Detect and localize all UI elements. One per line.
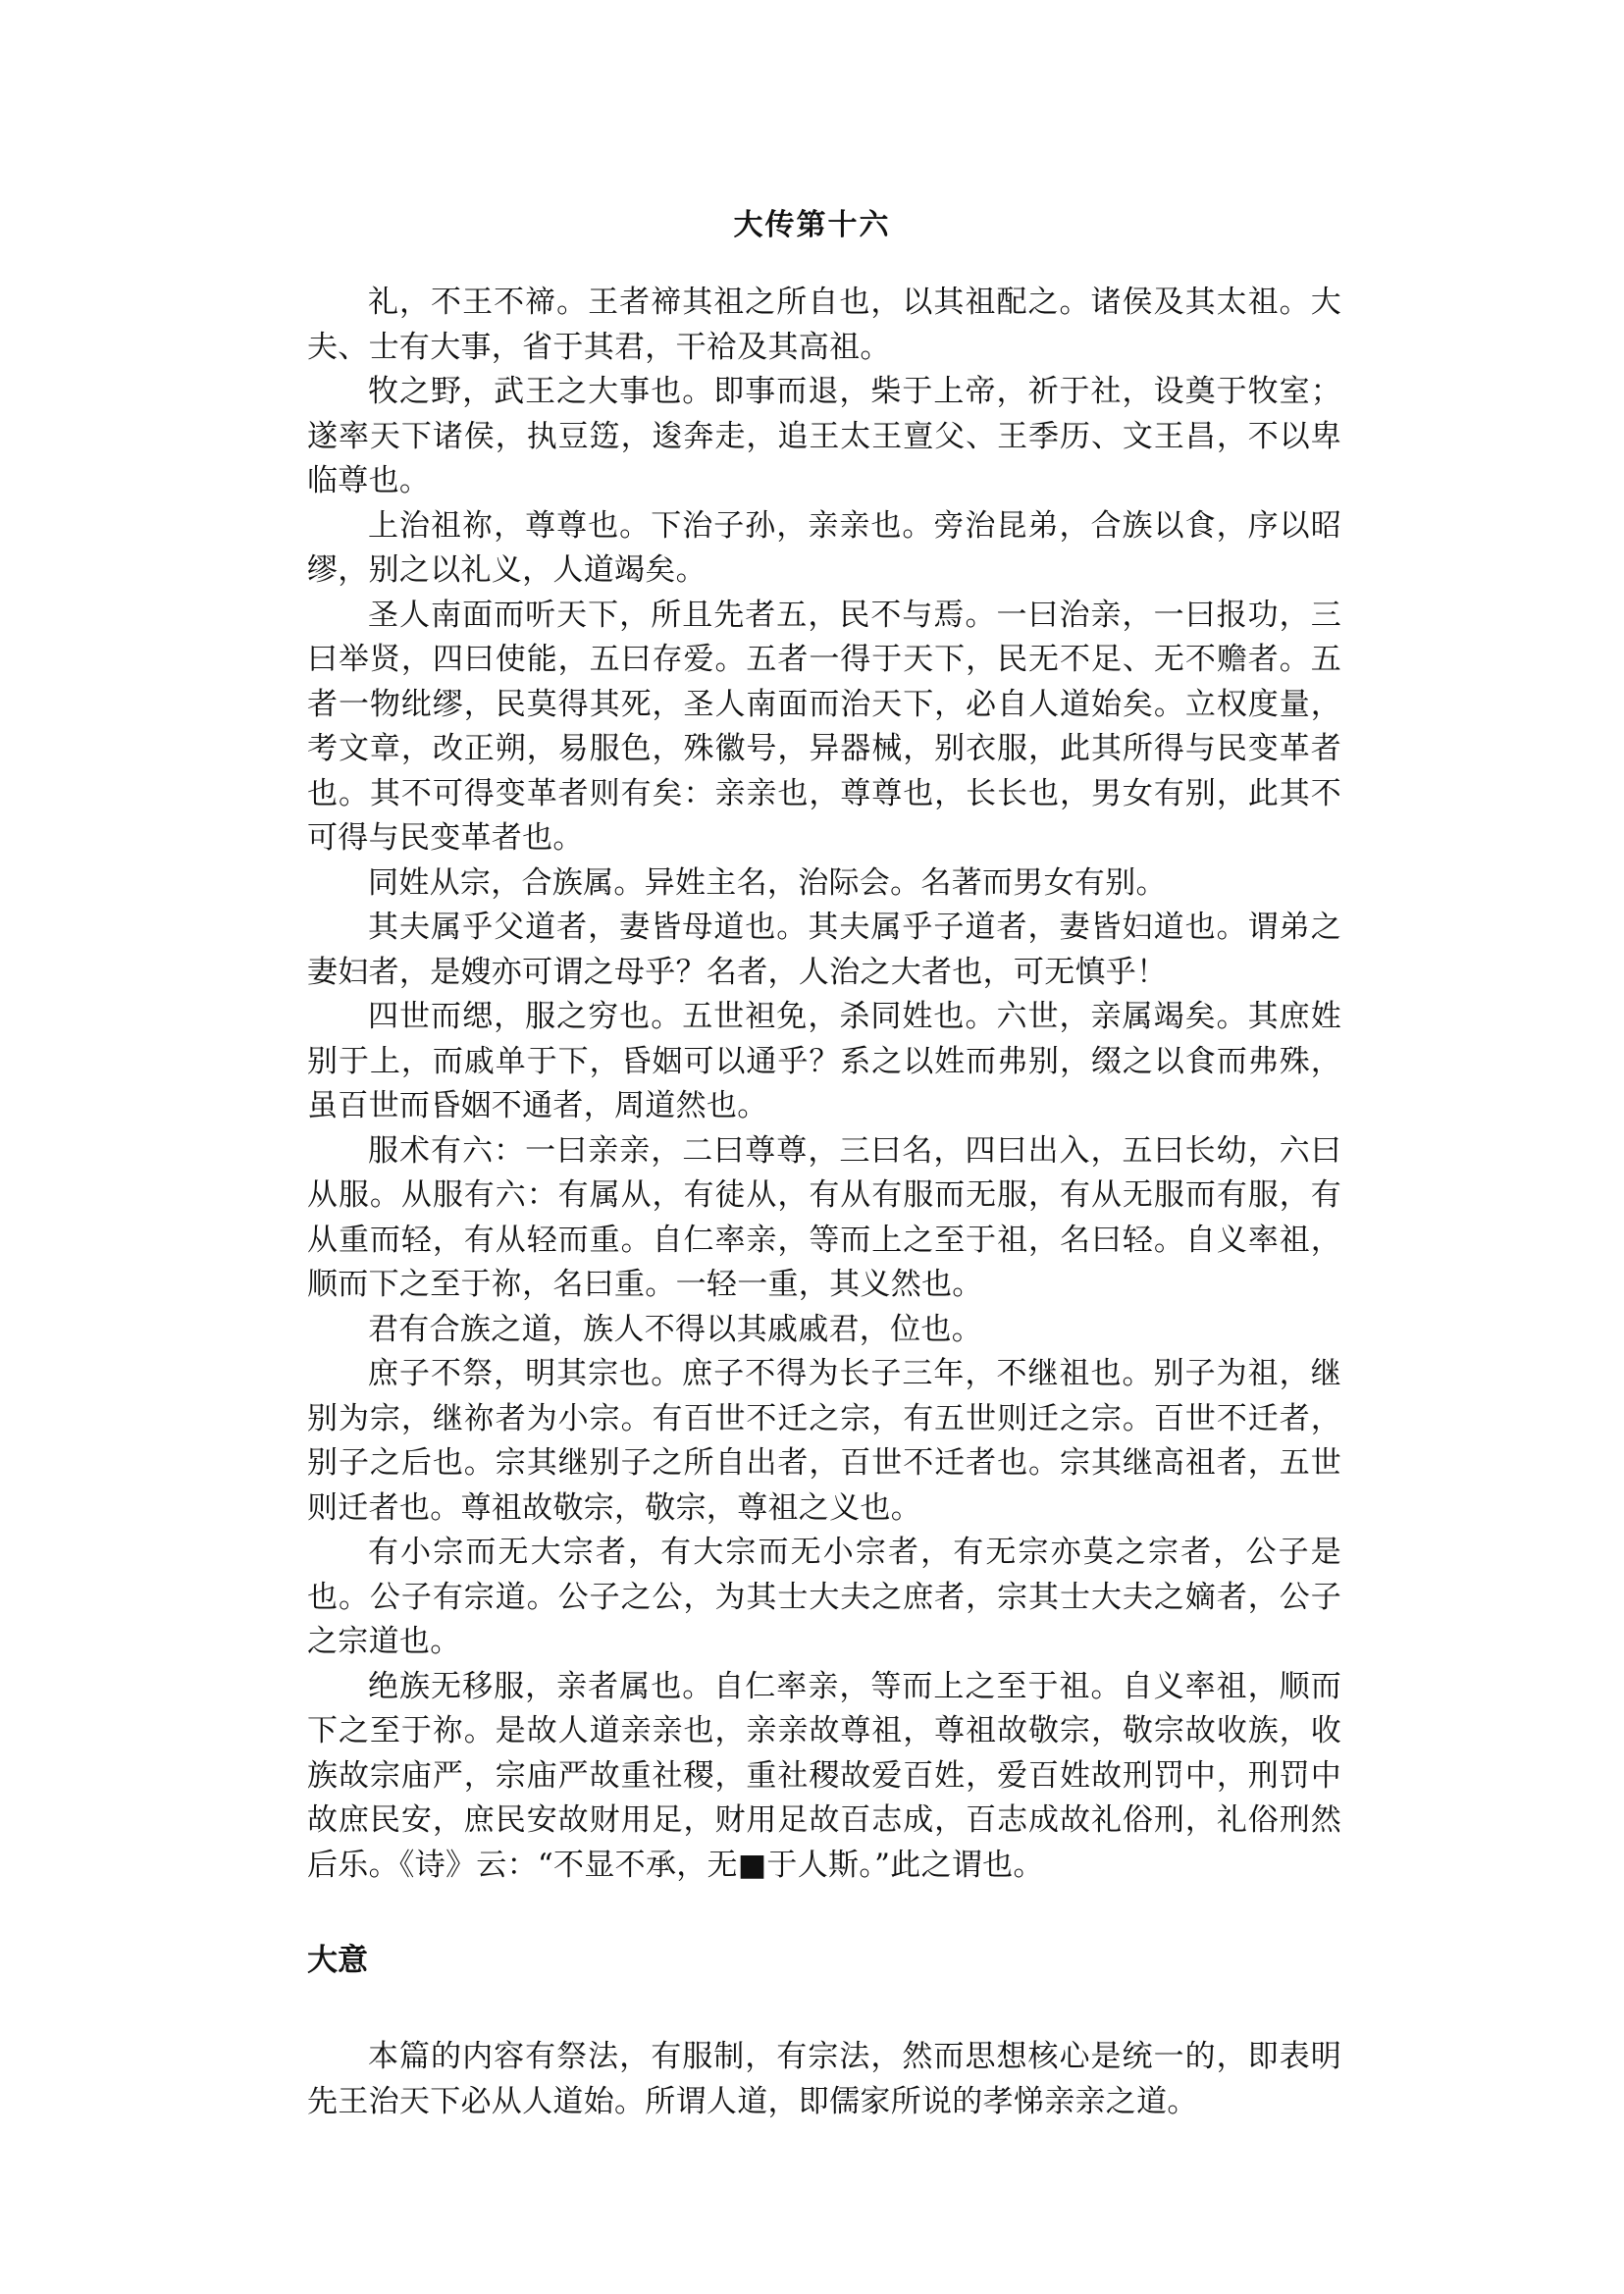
paragraph: 上治祖祢，尊尊也。下治子孙，亲亲也。旁治昆弟，合族以食，序以昭缪，别之以礼义，人道竭矣。 <box>307 507 1341 588</box>
paragraph: 四世而缌，服之穷也。五世袒免，杀同姓也。六世，亲属竭矣。其庶姓别于上，而戚单于下，昏姻可以通乎？系之以姓而弗别，缀之以食而弗殊，虽百世而昏姻不通者，周道然也。 <box>307 999 1341 1123</box>
main-text <box>307 281 1341 1888</box>
paragraph: 礼，不王不禘。王者禘其祖之所自也，以其祖配之。诸侯及其太祖。大夫、士有大事，省于其君，干祫及其高祖。 <box>307 285 1341 365</box>
paragraph: 有小宗而无大宗者，有大宗而无小宗者，有无宗亦莫之宗者，公子是也。公子有宗道。公子之公，为其士大夫之庶者，宗其士大夫之嫡者，公子之宗道也。 <box>307 1535 1341 1659</box>
document-title: 大传第十六 <box>733 208 891 242</box>
paragraph: 其夫属乎父道者，妻皆母道也。其夫属乎子道者，妻皆妇道也。谓弟之妻妇者，是嫂亦可谓之母乎？名者，人治之大者也，可无慎乎！ <box>307 910 1341 990</box>
paragraph: 服术有六：一曰亲亲，二曰尊尊，三曰名，四曰出入，五曰长幼，六曰从服。从服有六：有属从，有徒从，有从有服而无服，有从无服而有服，有从重而轻，有从轻而重。自仁率亲，等而上之至于祖，名曰轻。自义率祖，顺而下之至于祢，名曰重。一轻一重，其义然也。 <box>307 1132 1341 1302</box>
summary-paragraph: 本篇的内容有祭法，有服制，有宗法，然而思想核心是统一的，即表明先王治天下必从人道始。所谓人道，即儒家所说的孝悌亲亲之道。 <box>307 2039 1341 2119</box>
paragraph: 圣人南面而听天下，所且先者五，民不与焉。一曰治亲，一曰报功，三曰举贤，四曰使能，五曰存爱。五者一得于天下，民无不足、无不赡者。五者一物纰缪，民莫得其死，圣人南面而治天下，必自人道始矣。立权度量，考文章，改正朔，易服色，殊徽号，异器械，别衣服，此其所得与民变革者也。其不可得变革者则有矣：亲亲也，尊尊也，长长也，男女有别，此其不可得与民变革者也。 <box>307 597 1341 856</box>
paragraph: 牧之野，武王之大事也。即事而退，柴于上帝，祈于社，设奠于牧室；遂率天下诸侯，执豆笾，逡奔走，追王太王亶父、王季历、文王昌，不以卑临尊也。 <box>307 374 1341 498</box>
paragraph: 君有合族之道，族人不得以其戚戚君，位也。 <box>368 1311 982 1347</box>
summary-section <box>307 2035 1341 2124</box>
paragraph: 同姓从宗，合族属。异姓主名，治际会。名著而男女有别。 <box>368 864 1167 901</box>
paragraph: 庶子不祭，明其宗也。庶子不得为长子三年，不继祖也。别子为祖，继别为宗，继祢者为小宗。有百世不迁之宗，有五世则迁之宗。百世不迁者，别子之后也。宗其继别子之所自出者，百世不迁者也。宗其继高祖者，五世则迁者也。尊祖故敬宗，敬宗，尊祖之义也。 <box>307 1356 1341 1526</box>
paragraph: 绝族无移服，亲者属也。自仁率亲，等而上之至于祖。自义率祖，顺而下之至于祢。是故人道亲亲也，亲亲故尊祖，尊祖故敬宗，敬宗故收族，收族故宗庙严，宗庙严故重社稷，重社稷故爱百姓，爱百姓故刑罚中，刑罚中故庶民安，庶民安故财用足，财用足故百志成，百志成故礼俗刑，礼俗刑然后乐。《诗》云：“不显不承，无■于人斯。”此之谓也。 <box>307 1668 1341 1883</box>
section-heading: 大意 <box>307 1943 368 1978</box>
